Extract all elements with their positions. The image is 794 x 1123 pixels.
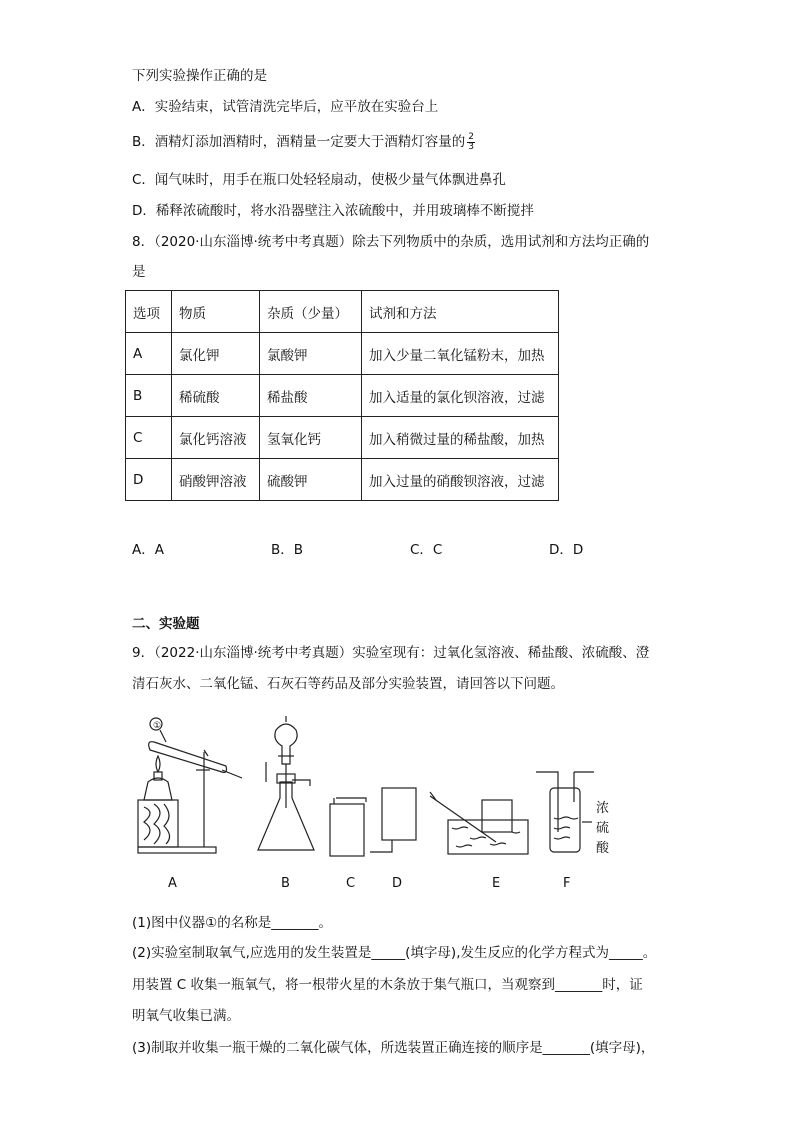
- table-header-row: [126, 291, 559, 333]
- table-cell: B: [126, 375, 172, 417]
- apparatus-label-d: D: [392, 876, 403, 891]
- apparatus-a-stand-base: [138, 847, 216, 853]
- apparatus-e-collecting-jar: [482, 800, 512, 832]
- reagent-label-2: 硫: [596, 821, 610, 836]
- table-header-cell: 选项: [126, 291, 172, 333]
- q8-table: [125, 290, 559, 501]
- table-header-cell: 试剂和方法: [362, 291, 559, 333]
- table-cell: A: [126, 333, 172, 375]
- table-row: [126, 459, 559, 501]
- marker-label: ①: [153, 721, 162, 731]
- apparatus-a-test-tube: [149, 742, 227, 773]
- table-cell: 硝酸钾溶液: [172, 459, 260, 501]
- q9-stem-line1: 9．（2022·山东淄博·统考中考真题）实验室现有：过氧化氢溶液、稀盐酸、浓硫酸、澄: [132, 645, 650, 661]
- q7-option-c: C．闻气味时，用手在瓶口处轻轻扇动，使极少量气体飘进鼻孔: [132, 172, 506, 188]
- q9-sub3: (3)制取并收集一瓶干燥的二氧化碳气体，所选装置正确连接的顺序是_______(填字母)，: [132, 1040, 655, 1056]
- apparatus-a-alcohol-lamp: [144, 778, 172, 800]
- table-cell: 稀盐酸: [260, 375, 362, 417]
- table-row: [126, 375, 559, 417]
- table-cell: 加入少量二氧化锰粉末，加热: [362, 333, 559, 375]
- apparatus-d-inverted-jar: [382, 788, 416, 840]
- q7-option-b: [132, 132, 475, 152]
- apparatus-b-separatory-funnel: [275, 724, 297, 764]
- apparatus-label-a: A: [168, 876, 177, 891]
- apparatus-figure: [130, 712, 620, 862]
- table-row: [126, 417, 559, 459]
- q9-sub1: (1)图中仪器①的名称是_______。: [132, 915, 332, 931]
- table-cell: 氯酸钾: [260, 333, 362, 375]
- apparatus-e-delivery-tube: [430, 796, 496, 842]
- reagent-label-3: 酸: [596, 841, 610, 856]
- table-cell: 硫酸钾: [260, 459, 362, 501]
- table-cell: 加入过量的硝酸钡溶液，过滤: [362, 459, 559, 501]
- q9-sub2-line1: (2)实验室制取氧气,应选用的发生装置是_____(填字母),发生反应的化学方程式为_____。: [132, 945, 657, 961]
- fraction: [467, 133, 475, 152]
- q7-option-a: A．实验结束，试管清洗完毕后，应平放在实验台上: [132, 99, 439, 115]
- table-cell: 氯化钾: [172, 333, 260, 375]
- fraction-denominator: 3: [468, 141, 474, 152]
- q8-stem-line1: 8．（2020·山东淄博·统考中考真题）除去下列物质中的杂质，选用试剂和方法均正确的: [132, 234, 650, 250]
- apparatus-label-f: F: [563, 876, 571, 891]
- q9-sub2-line2: 用装置 C 收集一瓶氧气，将一根带火星的木条放于集气瓶口，当观察到_______时，证: [132, 977, 643, 993]
- apparatus-label-c: C: [346, 876, 356, 891]
- table-cell: 加入适量的氯化钡溶液，过滤: [362, 375, 559, 417]
- table-row: [126, 333, 559, 375]
- table-cell: 氢氧化钙: [260, 417, 362, 459]
- table-header-cell: 物质: [172, 291, 260, 333]
- table-header-cell: 杂质（少量）: [260, 291, 362, 333]
- section-title: 二、实验题: [132, 616, 200, 632]
- q9-sub2-line3: 明氧气收集已满。: [132, 1008, 240, 1024]
- q7-option-b-text: B．酒精灯添加酒精时，酒精量一定要大于酒精灯容量的: [132, 134, 466, 150]
- q7-option-d: D．稀释浓硫酸时，将水沿器壁注入浓硫酸中，并用玻璃棒不断搅拌: [132, 203, 534, 219]
- table-cell: 加入稍微过量的稀盐酸，加热: [362, 417, 559, 459]
- table-cell: 稀硫酸: [172, 375, 260, 417]
- q8-stem-line2: 是: [132, 264, 146, 280]
- q8-choice-c: C．C: [410, 542, 443, 558]
- q7-stem: 下列实验操作正确的是: [132, 68, 267, 84]
- q8-choice-d: D．D: [549, 542, 584, 558]
- reagent-label-1: 浓: [596, 801, 610, 816]
- q9-stem-line2: 清石灰水、二氧化锰、石灰石等药品及部分实验装置，请回答以下问题。: [132, 676, 564, 692]
- table-cell: C: [126, 417, 172, 459]
- fraction-numerator: 2: [468, 131, 474, 142]
- q8-choice-a: A．A: [132, 542, 164, 558]
- apparatus-f-washing-bottle: [550, 788, 580, 852]
- apparatus-c-gas-jar: [330, 804, 364, 856]
- table-cell: 氯化钙溶液: [172, 417, 260, 459]
- q8-choice-b: B．B: [271, 542, 304, 558]
- apparatus-label-b: B: [281, 876, 290, 891]
- apparatus-label-e: E: [492, 876, 501, 891]
- table-cell: D: [126, 459, 172, 501]
